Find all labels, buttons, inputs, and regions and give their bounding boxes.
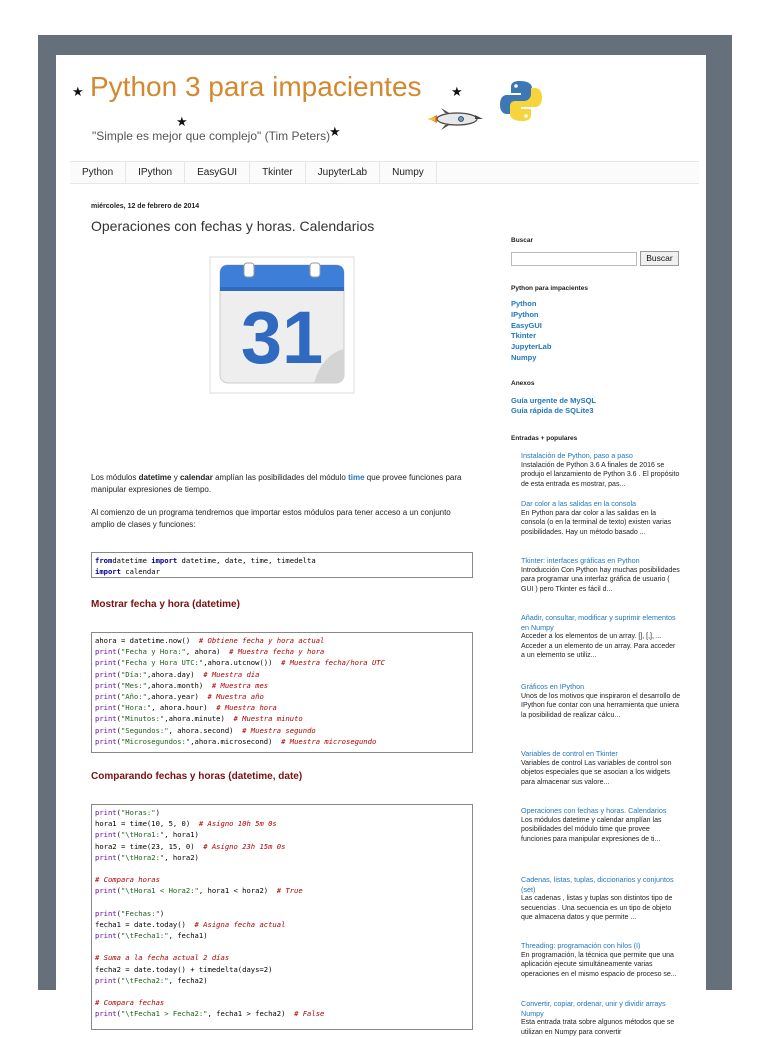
popular-post-snippet: Acceder a los elementos de un array. [], [,], ... Acceder a un elemento de un array. Para acceder a un elemento se utiliz...	[521, 633, 676, 659]
time-module-link[interactable]: time	[348, 473, 365, 482]
sidebar-link-python[interactable]: Python	[511, 299, 537, 308]
rocket-icon	[427, 107, 485, 131]
code-line: print("Minutos:",ahora.minute) # Muestra minuto	[95, 714, 303, 724]
code-line: fecha1 = date.today() # Asigna fecha actual	[95, 919, 286, 929]
tab-easygui[interactable]: EasyGUI	[185, 162, 250, 183]
code-line: ahora = datetime.now() # Obtiene fecha y hora actual	[95, 636, 325, 645]
popular-post-snippet: En programación, la técnica que permite que una aplicación ejecute simultáneamente varias operaciones en el mismo espacio de proceso se...	[521, 951, 677, 978]
intro-text: y	[171, 473, 180, 482]
popular-post-snippet: Unos de los motivos que inspiraron el desarrollo de IPython fue contar con una herramienta que uniera la posibilidad de realizar cálcu...	[521, 692, 681, 719]
code-line: print("Fechas:")	[95, 908, 165, 918]
star-icon: ★	[329, 124, 341, 139]
blog-title[interactable]: Python 3 para impacientes	[90, 71, 422, 102]
popular-post	[521, 999, 681, 1037]
sidebar-link-easygui[interactable]: EasyGUI	[511, 321, 542, 330]
code-line: print("\tFecha1:", fecha1)	[95, 931, 208, 941]
popular-post	[521, 941, 681, 979]
code-block-import	[91, 552, 473, 578]
blog-page	[56, 55, 706, 1036]
tab-tkinter[interactable]: Tkinter	[250, 162, 306, 183]
intro-text: amplían las posibilidades del módulo	[212, 473, 349, 482]
section-heading-datetime: Mostrar fecha y hora (datetime)	[91, 599, 240, 610]
code-line: # Compara fechas	[95, 998, 165, 1008]
popular-post	[521, 875, 681, 923]
popular-post-title[interactable]: Instalación de Python, paso a paso	[521, 451, 633, 460]
python-logo-icon	[499, 79, 543, 123]
blog-description: "Simple es mejor que complejo" (Tim Peters)	[92, 129, 331, 143]
calendar-number: 31	[240, 296, 324, 379]
intro-text: que provee funciones para manipular expresiones de tiempo.	[91, 473, 462, 494]
code-line: print("\tHora2:", hora2)	[95, 852, 199, 862]
intro-paragraph	[91, 472, 473, 495]
popular-post-title[interactable]: Convertir, copiar, ordenar, unir y dividir arrays Numpy	[521, 999, 666, 1018]
code-line: print("\tFecha2:", fecha2)	[95, 975, 208, 985]
popular-post	[521, 451, 681, 489]
popular-post-title[interactable]: Cadenas, listas, tuplas, diccionarios y conjuntos (set)	[521, 875, 674, 894]
code-line: print("Día:",ahora.day) # Muestra día	[95, 669, 260, 679]
tab-ipython[interactable]: IPython	[126, 162, 185, 183]
code-line: print("Año:",ahora.year) # Muestra año	[95, 691, 264, 701]
sidebar-link-jupyterlab[interactable]: JupyterLab	[511, 342, 552, 351]
intro-calendar: calendar	[179, 473, 213, 482]
popular-post-snippet: En Python para dar color a las salidas en la consola (o en la terminal de texto) existen varias posibilidades. Hay un método basado ...	[521, 509, 672, 536]
code-line: print("Fecha y Hora UTC:",ahora.utcnow()) # Muestra fecha/hora UTC	[95, 658, 385, 668]
search-input[interactable]	[511, 252, 637, 266]
code-line: print("\tHora1 < Hora2:", hora1 < hora2) # True	[95, 886, 303, 896]
code-line: fromdatetime import datetime, date, time, timedelta	[95, 556, 316, 565]
popular-post-title[interactable]: Operaciones con fechas y horas. Calendarios	[521, 806, 667, 815]
blog-header	[56, 55, 706, 161]
popular-post-snippet: Los módulos datetime y calendar amplían las posibilidades del módulo time que provee funciones para manipular expresiones de ti...	[521, 816, 662, 843]
popular-heading: Entradas + populares	[511, 435, 578, 442]
annex-heading: Anexos	[511, 380, 535, 387]
popular-post	[521, 806, 681, 844]
sidebar-link-ipython[interactable]: IPython	[511, 310, 539, 319]
code-line: print("Segundos:", ahora.second) # Muestra segundo	[95, 725, 316, 735]
popular-post	[521, 556, 681, 594]
code-line: print("Hora:", ahora.hour) # Muestra hora	[95, 703, 277, 713]
code-block-compare	[91, 804, 473, 1030]
code-line: hora2 = time(23, 15, 0) # Asigno 23h 15m 0s	[95, 841, 286, 851]
popular-post	[521, 499, 681, 537]
search-heading: Buscar	[511, 237, 534, 244]
intro-datetime: datetime	[138, 473, 172, 482]
code-line: fecha2 = date.today() + timedelta(days=2)	[95, 964, 273, 974]
popular-post-snippet: Variables de control Las variables de control son objetos especiales que se asocian a los widgets para almacenar sus valore...	[521, 759, 672, 786]
intro-text: Los módulos	[91, 473, 139, 482]
annex-link-sqlite[interactable]: Guía rápida de SQLite3	[511, 406, 594, 415]
code-line: hora1 = time(10, 5, 0) # Asigno 10h 5m 0s	[95, 819, 277, 829]
code-line: # Compara horas	[95, 875, 160, 885]
popular-post	[521, 613, 681, 661]
section-links-heading: Python para impacientes	[511, 285, 588, 292]
code-line	[95, 863, 469, 874]
popular-post-title[interactable]: Dar color a las salidas en la consola	[521, 499, 637, 508]
nav-tabs	[70, 161, 699, 184]
code-line	[95, 897, 469, 908]
popular-post-title[interactable]: Variables de control en Tkinter	[521, 749, 618, 758]
popular-post-snippet: Instalación de Python 3.6 A finales de 2016 se produjo el lanzamiento de Python 3.6 . El propósito de esta entrada es mostrar, pas...	[521, 461, 680, 488]
star-icon: ★	[72, 84, 84, 99]
popular-post	[521, 749, 681, 787]
popular-post-title[interactable]: Gráficos en IPython	[521, 682, 585, 691]
outer-frame	[38, 35, 732, 1036]
code-line: print("\tFecha1 > Fecha2:", fecha1 > fecha2) # False	[95, 1009, 325, 1019]
code-block-datetime	[91, 632, 473, 753]
popular-post-snippet: Introducción Con Python hay muchas posibilidades para programar una interfaz gráfica de usuario ( GUI ) pero Tkinter es fácil d...	[521, 566, 680, 593]
code-line: print("Mes:",ahora.month) # Muestra mes	[95, 680, 269, 690]
popular-post-title[interactable]: Añadir, consultar, modificar y suprimir elementos en Numpy	[521, 613, 676, 632]
code-line: print("Fecha y Hora:", ahora) # Muestra fecha y hora	[95, 647, 325, 657]
popular-post-title[interactable]: Tkinter: interfaces gráficas en Python	[521, 556, 640, 565]
code-line	[95, 986, 469, 997]
post-date: miércoles, 12 de febrero de 2014	[91, 203, 200, 210]
code-line: print("Horas:")	[95, 808, 160, 817]
calendar-icon	[210, 257, 354, 393]
star-icon: ★	[451, 84, 463, 99]
code-line: # Suma a la fecha actual 2 días	[95, 953, 230, 963]
post-title[interactable]: Operaciones con fechas y horas. Calendarios	[91, 218, 375, 234]
popular-post-snippet: Esta entrada trata sobre algunos métodos que se utilizan en Numpy para convertir	[521, 1019, 675, 1036]
code-line: print("\tHora1:", hora1)	[95, 830, 199, 840]
sidebar-link-numpy[interactable]: Numpy	[511, 353, 537, 362]
sidebar-link-tkinter[interactable]: Tkinter	[511, 331, 537, 340]
code-line: import calendar	[95, 567, 160, 577]
intro2-paragraph: Al comienzo de un programa tendremos que importar estos módulos para tener acceso a un conjunto amplio de clases y funciones:	[91, 508, 451, 529]
annex-link-mysql[interactable]: Guía urgente de MySQL	[511, 396, 597, 405]
popular-post-snippet: Las cadenas , listas y tuplas son distintos tipo de secuencias . Una secuencia es un tipo de objeto que almacena datos y que permite ...	[521, 895, 673, 921]
tab-jupyterlab[interactable]: JupyterLab	[306, 162, 380, 183]
popular-post	[521, 682, 681, 720]
search-button[interactable]: Buscar	[640, 251, 679, 266]
code-line: print("Microsegundos:",ahora.microsecond) # Muestra microsegundo	[95, 736, 377, 746]
tab-python[interactable]: Python	[70, 162, 126, 183]
star-icon: ★	[176, 114, 188, 129]
code-line	[95, 941, 469, 952]
popular-post-title[interactable]: Threading: programación con hilos (I)	[521, 941, 641, 950]
tab-numpy[interactable]: Numpy	[380, 162, 437, 183]
section-heading-compare: Comparando fechas y horas (datetime, date)	[91, 771, 303, 782]
